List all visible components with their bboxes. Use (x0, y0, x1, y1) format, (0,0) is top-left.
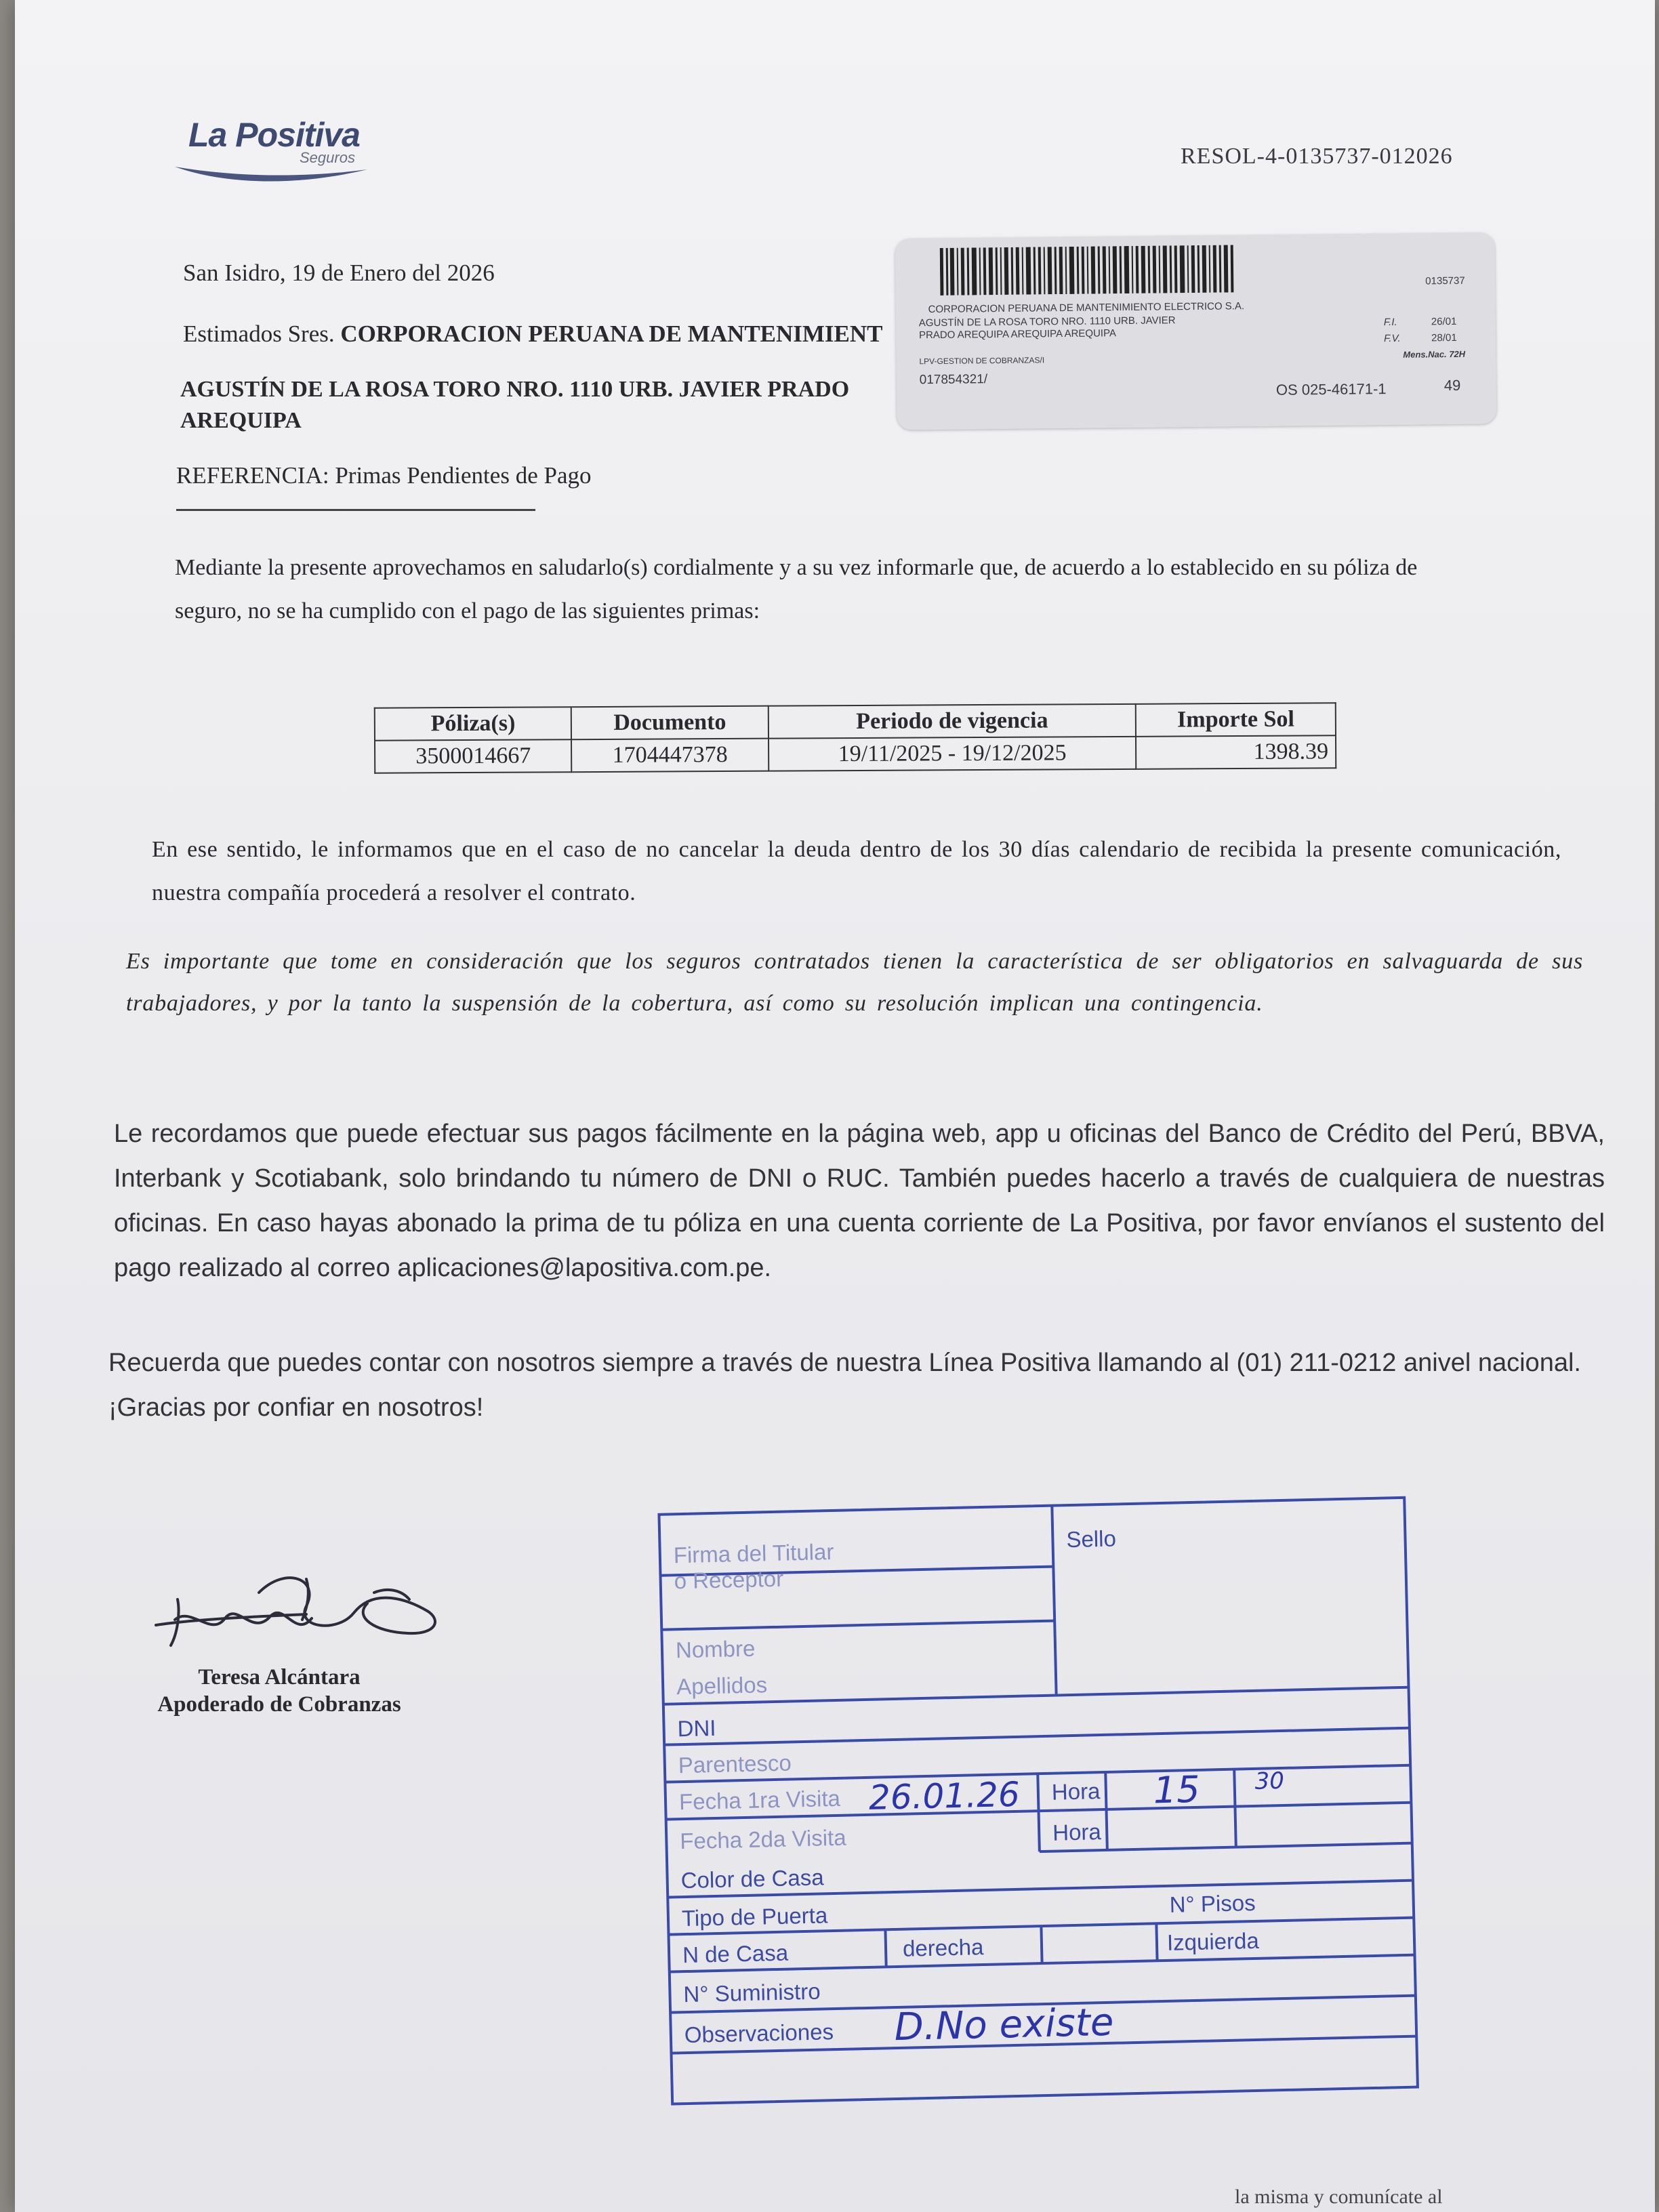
table-cell-amount: 1398.39 (1136, 735, 1336, 769)
stamp-apellidos-label: Apellidos (676, 1672, 768, 1700)
stamp-n-pisos-label: N° Pisos (1169, 1889, 1256, 1917)
sticker-fi-label: F.I. (1383, 316, 1397, 329)
stamp-dni-label: DNI (677, 1715, 716, 1742)
stamp-firma-label: Firma del Titular (673, 1538, 834, 1568)
mailing-label-sticker (895, 232, 1497, 430)
stamp-n-casa-label: N de Casa (682, 1940, 789, 1968)
logo-name: La Positiva (188, 116, 360, 154)
table-row (375, 735, 1336, 773)
letter-date: San Isidro, 19 de Enero del 2026 (183, 260, 495, 286)
sticker-fv-label: F.V. (1384, 332, 1401, 345)
paragraph-intro: Mediante la presente aprovechamos en saludarlo(s) cordialmente y a su vez informarle que, de acuerdo a lo establecido en su póliza de seguro, no se ha cumplido con el pago de las siguientes primas: (175, 555, 1418, 623)
stamp-color-casa-label: Color de Casa (680, 1864, 825, 1893)
pending-premiums-table (374, 702, 1336, 773)
stamp-tipo-puerta-label: Tipo de Puerta (681, 1902, 828, 1931)
column-header: Documento (571, 706, 769, 740)
logo-swoosh-icon (171, 157, 374, 191)
signer-block (123, 1664, 435, 1718)
stamp-fecha1-label: Fecha 1ra Visita (678, 1785, 841, 1815)
address-line1: AGUSTÍN DE LA ROSA TORO NRO. 1110 URB. JAVIER PRADO (180, 377, 850, 402)
sticker-count: 49 (1443, 376, 1461, 394)
table-cell-policy: 3500014667 (375, 739, 572, 773)
stamp-hora1-label: Hora (1051, 1778, 1101, 1805)
letter-page (15, 0, 1655, 2212)
greeting-prefix: Estimados Sres. (183, 321, 335, 347)
reference-value: Primas Pendientes de Pago (335, 462, 592, 489)
signer-title: Apoderado de Cobranzas (157, 1692, 401, 1717)
stamp-derecha-label: derecha (902, 1934, 984, 1961)
handwritten-observation: D.No existe (893, 2000, 1114, 2050)
reference-label: REFERENCIA: (176, 462, 329, 489)
reference-underline (176, 509, 535, 511)
stamp-fecha2-label: Fecha 2da Visita (679, 1824, 846, 1854)
table-cell-period: 19/11/2025 - 19/12/2025 (769, 737, 1136, 771)
recipient-address (180, 374, 849, 436)
sticker-fv-value: 28/01 (1431, 331, 1457, 344)
sticker-address1: AGUSTÍN DE LA ROSA TORO NRO. 1110 URB. JAVIER (918, 314, 1176, 329)
stamp-parentesco-label: Parentesco (678, 1750, 792, 1778)
stamp-sello-label: Sello (1066, 1525, 1117, 1553)
delivery-stamp-form (652, 1483, 1452, 2125)
table-header-row (375, 703, 1336, 740)
column-header: Importe Sol (1136, 703, 1336, 737)
column-header: Póliza(s) (375, 707, 572, 741)
logo-subtitle: Seguros (300, 149, 355, 166)
resolution-number: RESOL-4-0135737-012026 (1181, 144, 1453, 169)
address-line2: AREQUIPA (180, 408, 302, 433)
footer-partial-text: la misma y comunícate al (1235, 2186, 1443, 2208)
sticker-gestion: LPV-GESTION DE COBRANZAS/I (919, 355, 1045, 367)
sticker-ref-number: 017854321/ (919, 372, 988, 388)
sticker-address2: PRADO AREQUIPA AREQUIPA AREQUIPA (918, 327, 1117, 342)
greeting (183, 313, 883, 355)
la-positiva-logo (171, 115, 388, 190)
signer-name: Teresa Alcántara (198, 1665, 361, 1689)
barcode-icon (940, 245, 1239, 295)
table-cell-document: 1704447378 (571, 739, 769, 773)
paragraph-deadline: En ese sentido, le informamos que en el caso de no cancelar la deuda dentro de los 30 días calendario de recibida la presente comunicación, nuestra compañía procederá a resolver el contrato. (152, 837, 1561, 905)
stamp-hora2-label: Hora (1052, 1819, 1102, 1845)
stamp-suministro-label: N° Suministro (683, 1978, 821, 2007)
paragraph-payment-options: Le recordamos que puede efectuar sus pagos fácilmente en la página web, app u oficinas del Banco de Crédito del Perú, BBVA, Interbank y Scotiabank, solo brindando tu número de DNI o RUC. También puedes hacerlo a través de cualquiera de nuestras oficinas. En caso hayas abonado la prima de tu póliza en una cuenta corriente de La Positiva, por favor envíanos el sustento del pago realizado al correo aplicaciones@lapositiva.com.pe. (114, 1120, 1605, 1282)
handwritten-signature-icon (150, 1552, 449, 1654)
sticker-mens: Mens.Nac. 72H (1403, 348, 1466, 360)
paragraph-contact: Recuerda que puedes contar con nosotros siempre a través de nuestra Línea Positiva llamando al (01) 211-0212 anivel nacional. ¡Gracias por confiar en nosotros! (108, 1349, 1581, 1422)
column-header: Periodo de vigencia (768, 704, 1136, 739)
greeting-company: CORPORACION PERUANA DE MANTENIMIENT (340, 321, 883, 347)
stamp-receptor-label: o Receptor (674, 1565, 784, 1594)
handwritten-visit-date: 26.01.26 (868, 1774, 1021, 1818)
stamp-observaciones-label: Observaciones (684, 2019, 834, 2048)
sticker-company: CORPORACION PERUANA DE MANTENIMIENTO ELECTRICO S.A. (928, 300, 1245, 316)
paragraph-importance: Es importante que tome en consideración que los seguros contratados tienen la característica de ser obligatorios en salvaguarda de sus trabajadores, y por la tanto la suspensión de la cobertura, así como su resolución implican una contingencia. (126, 949, 1583, 1016)
stamp-nombre-label: Nombre (675, 1635, 756, 1663)
sticker-code: 0135737 (1425, 274, 1465, 287)
sticker-fi-value: 26/01 (1431, 315, 1457, 328)
handwritten-hour: 15 (1153, 1767, 1201, 1812)
stamp-izquierda-label: Izquierda (1166, 1927, 1260, 1955)
sticker-os: OS 025-46171-1 (1275, 380, 1387, 398)
handwritten-minutes: 30 (1254, 1767, 1285, 1795)
reference (176, 462, 591, 489)
